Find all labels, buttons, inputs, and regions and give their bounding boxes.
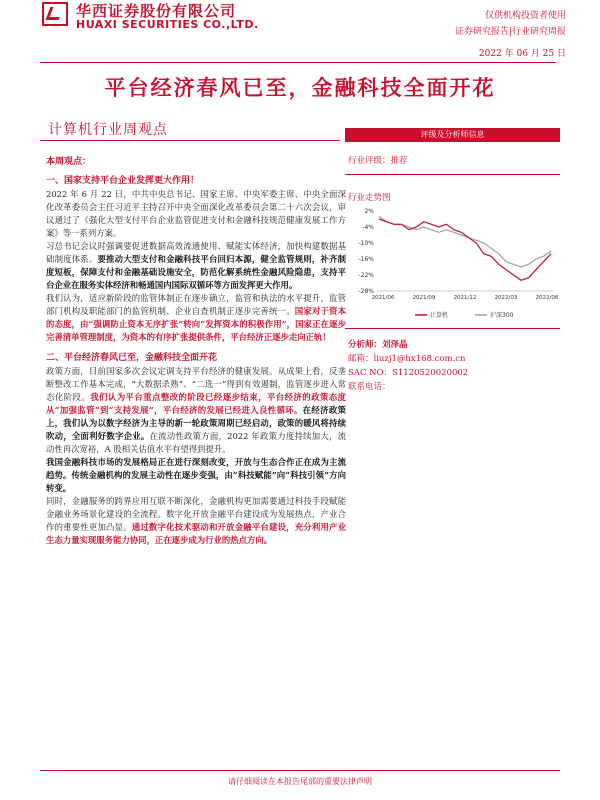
x-tick-label: 2021/09: [412, 295, 436, 301]
page-title: 平台经济春风已至，金融科技全面开花: [104, 75, 496, 100]
paragraph-4-emphasis: 我们认为平台重点整改的阶段已经逐步结束，平台经济的政策态度从“加强监管”到“支持发展”，平台经济的发展已经进入良性循环。: [46, 392, 346, 415]
series-line-计算机: [379, 219, 551, 280]
footer-divider: [40, 770, 560, 771]
company-logo-icon: [42, 2, 68, 26]
sidebar-divider: [345, 174, 560, 175]
page-subtitle: 计算机行业周观点: [48, 122, 168, 138]
paragraph-6-emphasis: 通过数字化技术驱动和开放金融平台建设，充分利用产业生态力量实现服务能力协同，正在逐步成为行业的热点方向。: [46, 522, 347, 545]
y-tick-label: -22%: [358, 272, 374, 279]
paragraph-4: [46, 365, 346, 456]
paragraph-6-text: 同时，金融服务的跨界应用互联不断深化，金融机构更加需要通过科技手段赋能金融业务场景化建设的全流程。数字化开放金融平台建设成为发展热点，产业合作的重要性更加凸显。: [46, 496, 346, 532]
paragraph-3: [46, 292, 346, 344]
x-tick-label: 2021/12: [453, 295, 477, 301]
series-line-沪深300: [379, 216, 551, 267]
sidebar-header: 评级及分析师信息: [345, 128, 560, 142]
analyst-name: 分析师：刘泽晶: [348, 340, 408, 350]
section-heading-2: 二、平台经济春风已至，金融科技全面开花: [46, 353, 218, 363]
legend-label: 沪深300: [490, 312, 514, 319]
analyst-phone: 联系电话：: [348, 382, 391, 392]
paragraph-4-text: 政策方面，目前国家多次会议定调支持平台经济的健康发展。从成果上看，反垄断整改工作基本完成，“大数据杀熟”、“二选一”得到有效遏制，监管逐步进入常态化阶段。: [46, 366, 346, 402]
trend-chart-label: 行业走势图: [348, 193, 391, 203]
paragraph-5-bold: 我国金融科技市场的发展格局正在进行深刻改变，开放与生态合作正在成为主流趋势。传统金融机构的发展主动性在逐步变强，由“科技赋能”向“科技引领”方向转变。: [46, 457, 346, 493]
paragraph-4-tail: 在流动性政策方面，2022 年政策力度持续加大，流动性再次宽裕，A 股相关估值水平有望得到提升。: [46, 431, 346, 454]
trend-chart: [345, 205, 560, 325]
paragraph-3-text: 我们认为，适应新阶段的监管体制正在逐步确立，监管和执法的水平提升，监管部门机构及职能部门的监管机制、企业自查机制正逐步完善统一。: [46, 293, 346, 316]
summary-heading: 本周观点：: [46, 157, 92, 167]
paragraph-5: [46, 456, 346, 495]
header-divider: [40, 62, 556, 63]
report-body: [46, 156, 346, 547]
y-tick-label: -16%: [358, 256, 374, 263]
report-date: 2022 年 06 月 25 日: [478, 49, 566, 59]
x-tick-label: 2021/06: [371, 295, 395, 301]
x-tick-label: 2022/03: [494, 295, 518, 301]
company-name-cn: 华西证券股份有限公司: [76, 2, 237, 20]
sidebar-divider-2: [345, 328, 560, 329]
paragraph-4-bold: 在经济政策上，我们认为以数字经济为主导的新一轮政策周期已经启动，政策的暖风将持续吹动，全面利好数字企业。: [46, 405, 347, 441]
paragraph-3-emphasis: 国家对于资本的态度，由“强调防止资本无序扩张”转向“发挥资本的积极作用”，国家正在逐步完善清单管理制度，为资本的有序扩张提供条件，平台经济正逐步走向正轨！: [46, 306, 347, 342]
report-type: 证券研究报告|行业研究周报: [454, 27, 566, 37]
paragraph-1: 2022 年 6 月 22 日，中共中央总书记、国家主席、中央军委主席、中央全面深化改革委员会主任习近平主持召开中央全面深化改革委员会第二十六次会议，审议通过了《强化大型支付平台企业监管促进支付和金融科技规范健康发展工作方案》等一系列方案。: [46, 189, 346, 238]
industry-rating: 行业评级：推荐: [348, 156, 408, 166]
paragraph-2-emphasis: 要推动大型支付和金融科技平台回归本源，健全监管规则，补齐制度短板，保障支付和金融基础设施安全，防范化解系统性金融风险隐患，支持平台企业在服务实体经济和畅通国内国际双循环等方面发挥更大作用。: [46, 254, 347, 290]
legend-label: 计算机: [430, 312, 449, 319]
y-tick-label: -28%: [358, 288, 374, 295]
paragraph-2: [46, 240, 346, 292]
x-tick-label: 2022/06: [535, 295, 559, 301]
audience-note: 仅供机构投资者使用: [484, 11, 566, 21]
paragraph-2-text: 习总书记会议时强调要促进数据高效流通使用、赋能实体经济，加快构建数据基础制度体系。: [46, 241, 346, 264]
analyst-email[interactable]: 邮箱：liuzj1@hx168.com.cn: [348, 354, 466, 364]
y-tick-label: -4%: [362, 224, 374, 231]
paragraph-6: [46, 495, 346, 547]
section-heading-1: 一、国家支持平台企业发挥更大作用！: [46, 176, 200, 186]
y-tick-label: -10%: [358, 240, 374, 247]
legal-notice[interactable]: 请仔细阅读在本报告尾部的重要法律声明: [228, 777, 372, 786]
company-name-en: HUAXI SECURITIES CO.,LTD.: [76, 18, 259, 31]
subtitle-divider: [40, 140, 340, 141]
y-tick-label: 2%: [364, 208, 374, 215]
analyst-sac: SAC NO：S1120520020002: [348, 368, 469, 378]
